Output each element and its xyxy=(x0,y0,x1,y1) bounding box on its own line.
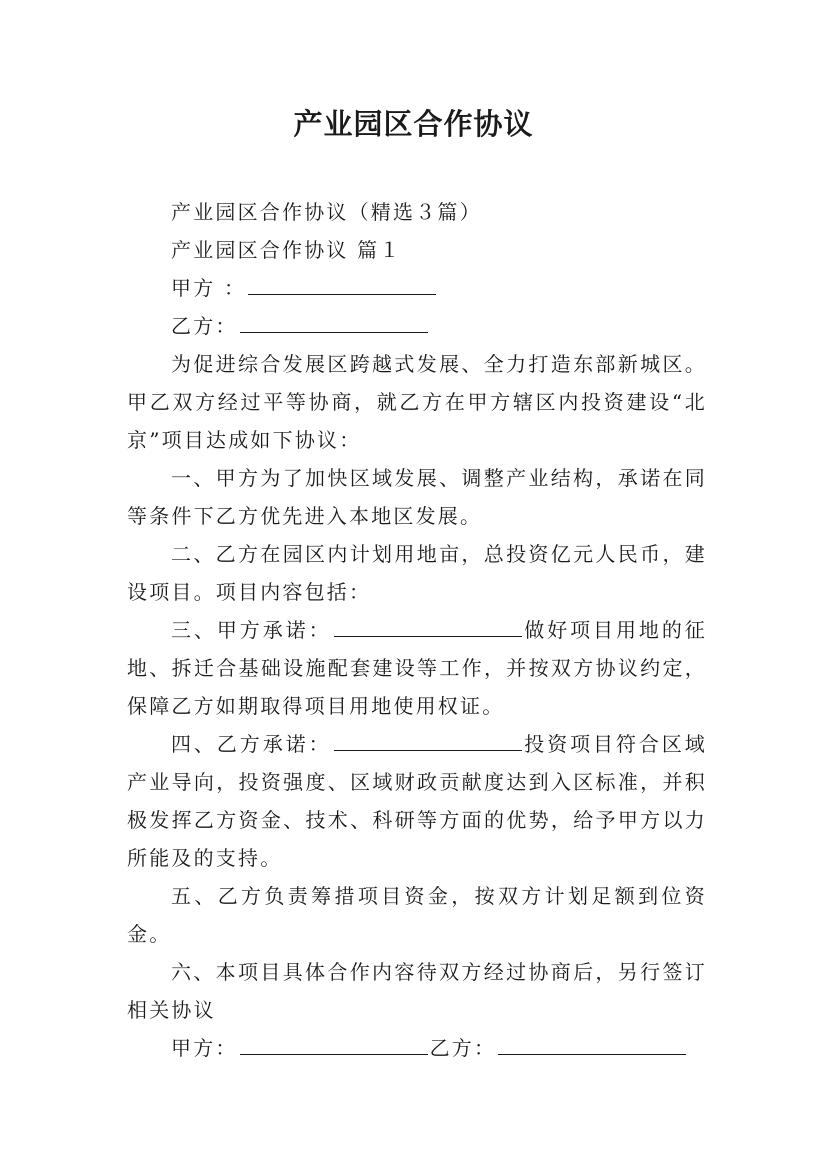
party-a-line xyxy=(127,269,707,307)
paragraph-intro: 为促进综合发展区跨越式发展、全力打造东部新城区。甲乙双方经过平等协商，就乙方在甲方辖区内投资建设“北京”项目达成如下协议： xyxy=(127,352,707,452)
clause-4-blank xyxy=(334,749,522,751)
party-b-line xyxy=(127,307,707,345)
sign-a-label: 甲方： xyxy=(171,1036,238,1060)
section-heading: 产业园区合作协议 篇１ xyxy=(171,238,402,262)
sign-b-label: 乙方： xyxy=(429,1036,497,1060)
clause-1: 一、甲方为了加快区域发展、调整产业结构，承诺在同等条件下乙方优先进入本地区发展。 xyxy=(127,466,707,528)
clause-4-prefix: 四、乙方承诺： xyxy=(171,732,332,756)
clause-4-text: 投资项目符合区域产业导向，投资强度、区域财政贡献度达到入区标准，并积极发挥乙方资金、技术、科研等方面的优势，给予甲方以力所能及的支持。 xyxy=(127,732,707,870)
document-body xyxy=(127,193,707,1067)
clause-5: 五、乙方负责筹措项目资金，按双方计划足额到位资金。 xyxy=(127,884,707,946)
party-a-label: 甲方 ： xyxy=(171,276,247,300)
clause-3 xyxy=(127,611,707,725)
clause-4 xyxy=(127,725,707,877)
sign-a-blank xyxy=(240,1053,428,1055)
party-a-blank xyxy=(248,293,436,295)
sign-b-blank xyxy=(498,1053,686,1055)
clause-3-blank xyxy=(334,635,522,637)
subtitle-line: 产业园区合作协议（精选３篇） xyxy=(171,200,482,224)
party-b-label: 乙方： xyxy=(171,314,238,338)
clause-2: 二、乙方在园区内计划用地亩，总投资亿元人民币，建设项目。项目内容包括： xyxy=(127,542,707,604)
party-b-blank xyxy=(240,331,428,333)
clause-3-text: 做好项目用地的征地、拆迁合基础设施配套建设等工作，并按双方协议约定，保障乙方如期取得项目用地使用权证。 xyxy=(127,618,707,718)
clause-6: 六、本项目具体合作内容待双方经过协商后，另行签订相关协议 xyxy=(127,960,707,1022)
clause-3-prefix: 三、甲方承诺： xyxy=(171,618,332,642)
signature-line xyxy=(127,1029,707,1067)
document-title: 产业园区合作协议 xyxy=(293,107,534,141)
